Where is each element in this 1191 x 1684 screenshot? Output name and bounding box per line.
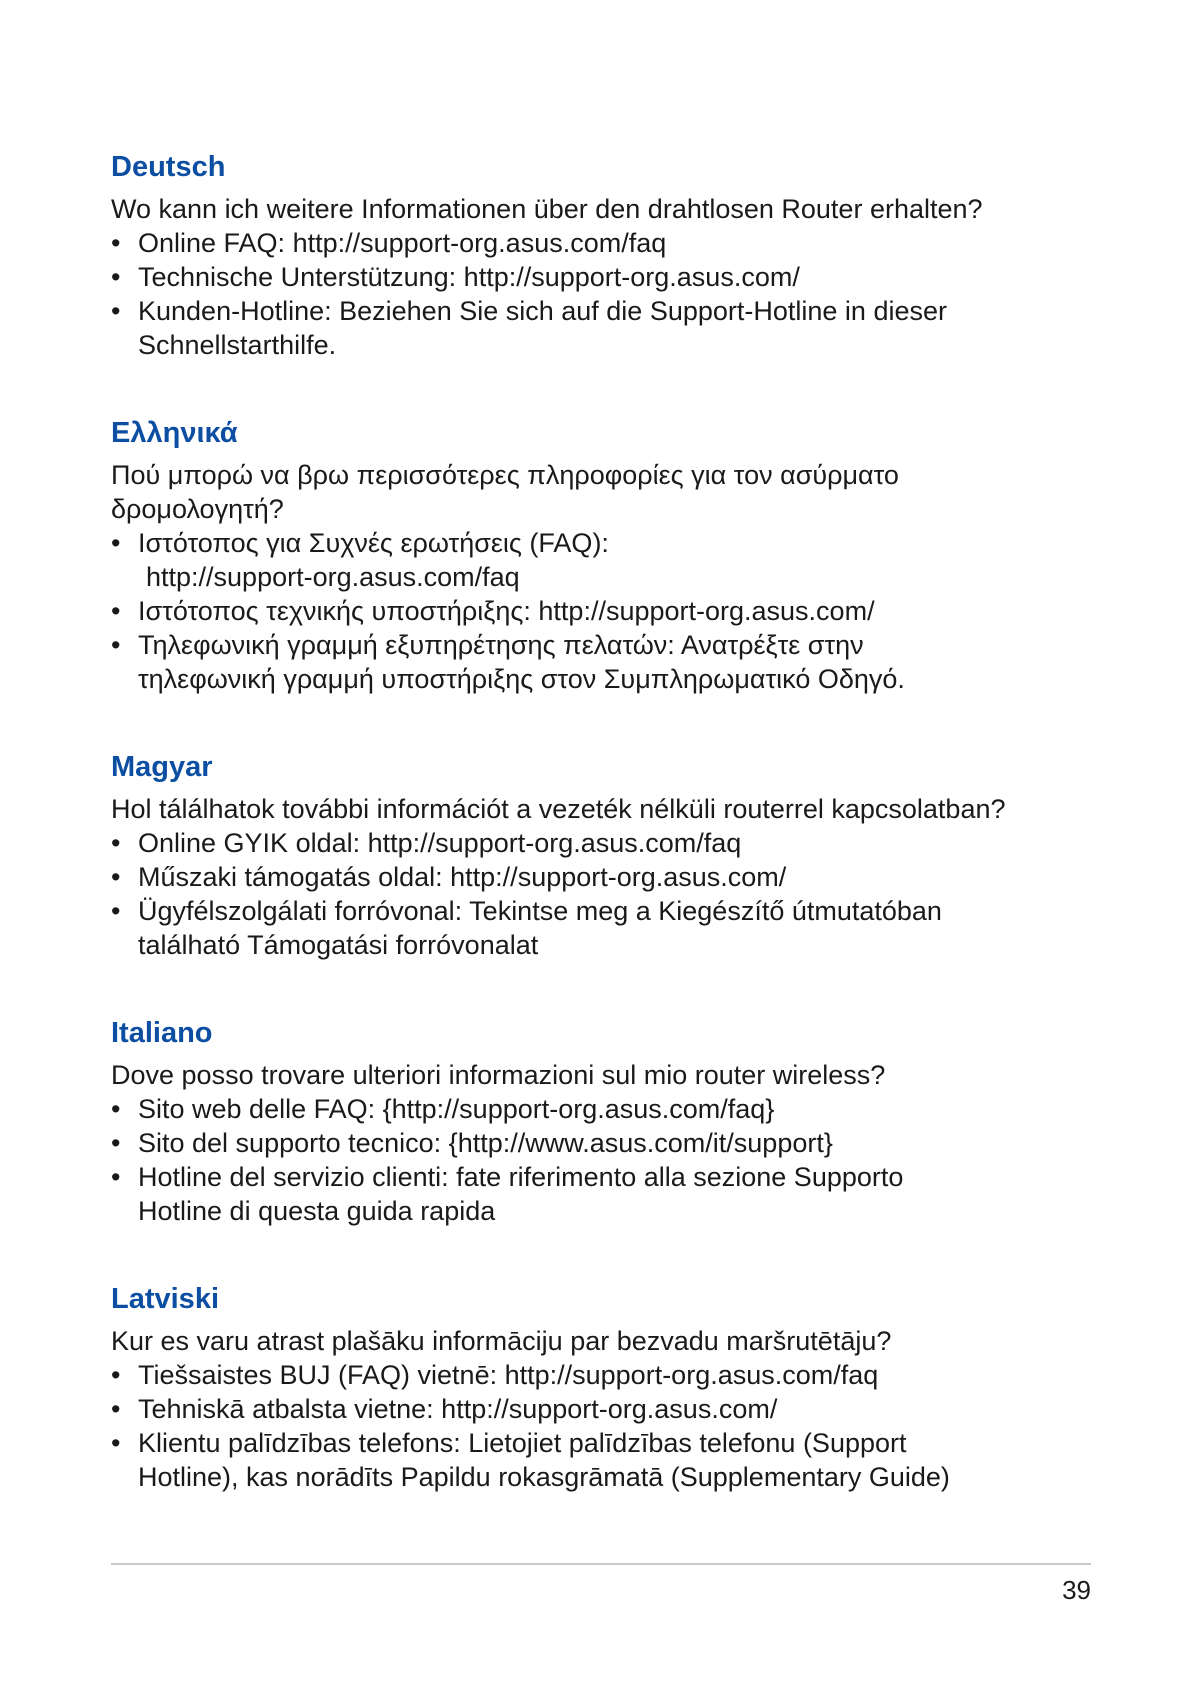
bullet-icon: • (111, 828, 121, 858)
question-line: δρομολογητή? (111, 494, 284, 524)
item-text: Ιστότοπος τεχνικής υποστήριξης: http://support-org.asus.com/ (138, 596, 875, 626)
list-item (111, 294, 1091, 362)
list-item (111, 1392, 1091, 1426)
list-item (111, 1426, 1091, 1494)
bullet-icon: • (111, 1360, 121, 1390)
list-item (111, 594, 1091, 628)
section-deutsch (111, 150, 1091, 362)
section-question: Dove posso trovare ulteriori informazioni sul mio router wireless? (111, 1060, 886, 1090)
bullet-icon: • (111, 228, 121, 258)
list-item (111, 826, 1091, 860)
item-text-continued: Hotline), kas norādīts Papildu rokasgrāmatā (Supplementary Guide) (138, 1462, 950, 1492)
info-list (111, 1358, 1091, 1494)
bullet-icon: • (111, 596, 121, 626)
section-title: Ελληνικά (111, 417, 238, 449)
info-list (111, 526, 1091, 696)
item-text-continued: található Támogatási forróvonalat (138, 930, 539, 960)
section-question: Kur es varu atrast plašāku informāciju par bezvadu maršrutētāju? (111, 1326, 892, 1356)
bullet-icon: • (111, 1394, 121, 1424)
list-item (111, 526, 1091, 594)
item-text: Technische Unterstützung: http://support-org.asus.com/ (138, 262, 800, 292)
bullet-icon: • (111, 1428, 121, 1458)
info-list (111, 1092, 1091, 1228)
item-text: Klientu palīdzības telefons: Lietojiet palīdzības telefonu (Support (138, 1428, 907, 1458)
item-text: Tehniskā atbalsta vietne: http://support-org.asus.com/ (138, 1394, 778, 1424)
section-title: Latviski (111, 1283, 219, 1315)
item-text: Τηλεφωνική γραμμή εξυπηρέτησης πελατών: Ανατρέξτε στην (138, 630, 864, 660)
item-text: Kunden-Hotline: Beziehen Sie sich auf die Support-Hotline in dieser (138, 296, 947, 326)
item-text: Ιστότοπος για Συχνές ερωτήσεις (FAQ): (138, 528, 609, 558)
bullet-icon: • (111, 630, 121, 660)
list-item (111, 1126, 1091, 1160)
section-greek (111, 416, 1091, 696)
section-magyar (111, 750, 1091, 962)
item-text: Hotline del servizio clienti: fate riferimento alla sezione Supporto (138, 1162, 904, 1192)
page-number: 39 (1062, 1575, 1091, 1605)
list-item (111, 1092, 1091, 1126)
item-text-continued: Hotline di questa guida rapida (138, 1196, 496, 1226)
bullet-icon: • (111, 1094, 121, 1124)
list-item (111, 1358, 1091, 1392)
item-text-continued: http://support-org.asus.com/faq (146, 562, 520, 592)
bullet-icon: • (111, 1162, 121, 1192)
item-text: Sito web delle FAQ: {http://support-org.asus.com/faq} (138, 1094, 775, 1124)
section-title: Magyar (111, 751, 213, 783)
info-list (111, 826, 1091, 962)
list-item (111, 260, 1091, 294)
section-question: Hol tálálhatok további információt a vezeték nélküli routerrel kapcsolatban? (111, 794, 1006, 824)
section-question (111, 458, 1091, 526)
info-list (111, 226, 1091, 362)
bullet-icon: • (111, 296, 121, 326)
question-line: Πού μπορώ να βρω περισσότερες πληροφορίες για τον ασύρματο (111, 460, 899, 490)
list-item (111, 894, 1091, 962)
item-text: Tiešsaistes BUJ (FAQ) vietnē: http://support-org.asus.com/faq (138, 1360, 879, 1390)
list-item (111, 628, 1091, 696)
bullet-icon: • (111, 1128, 121, 1158)
item-text: Műszaki támogatás oldal: http://support-org.asus.com/ (138, 862, 787, 892)
item-text: Online GYIK oldal: http://support-org.asus.com/faq (138, 828, 742, 858)
section-title: Deutsch (111, 151, 226, 183)
section-italiano (111, 1016, 1091, 1228)
list-item (111, 1160, 1091, 1228)
item-text: Sito del supporto tecnico: {http://www.asus.com/it/support} (138, 1128, 833, 1158)
section-question: Wo kann ich weitere Informationen über den drahtlosen Router erhalten? (111, 194, 983, 224)
bullet-icon: • (111, 862, 121, 892)
item-text-continued: Schnellstarthilfe. (138, 330, 337, 360)
item-text: Online FAQ: http://support-org.asus.com/faq (138, 228, 667, 258)
list-item (111, 860, 1091, 894)
item-text: Ügyfélszolgálati forróvonal: Tekintse meg a Kiegészítő útmutatóban (138, 896, 942, 926)
bullet-icon: • (111, 896, 121, 926)
footer-divider (111, 1563, 1091, 1565)
section-title: Italiano (111, 1017, 213, 1049)
bullet-icon: • (111, 262, 121, 292)
list-item (111, 226, 1091, 260)
item-text-continued: τηλεφωνική γραμμή υποστήριξης στον Συμπληρωματικό Οδηγό. (138, 664, 905, 694)
section-latviski (111, 1282, 1091, 1494)
document-page (111, 150, 1091, 1494)
bullet-icon: • (111, 528, 121, 558)
